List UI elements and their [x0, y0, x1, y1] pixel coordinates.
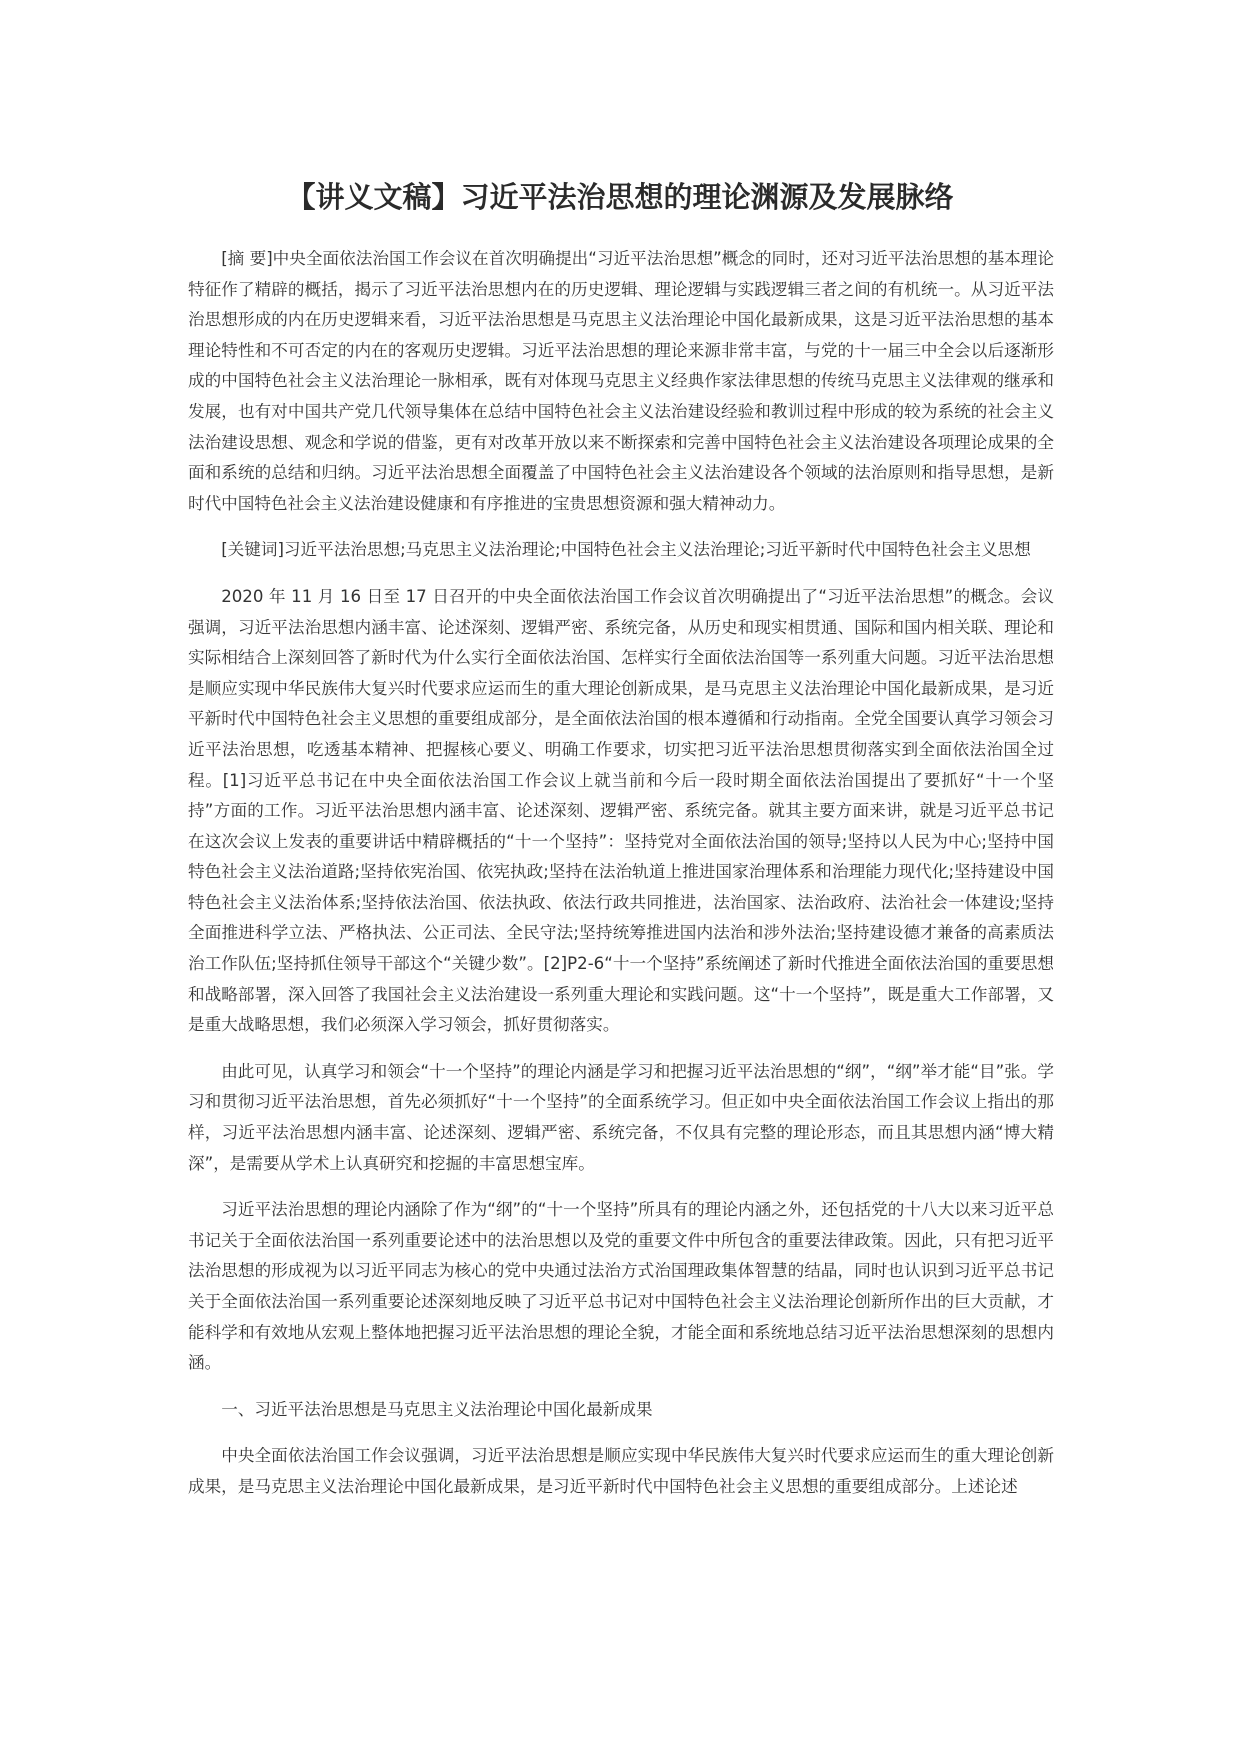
document-body	[188, 244, 1054, 1519]
body-paragraph: 由此可见，认真学习和领会“十一个坚持”的理论内涵是学习和把握习近平法治思想的“纲”，“纲”举才能“目”张。学习和贯彻习近平法治思想，首先必须抓好“十一个坚持”的全面系统学习。但正如中央全面依法治国工作会议上指出的那样，习近平法治思想内涵丰富、论述深刻、逻辑严密、系统完备，不仅具有完整的理论形态，而且其思想内涵“博大精深”，是需要从学术上认真研究和挖掘的丰富思想宝库。	[188, 1061, 1054, 1173]
body-paragraph: 2020 年 11 月 16 日至 17 日召开的中央全面依法治国工作会议首次明确提出了“习近平法治思想”的概念。会议强调，习近平法治思想内涵丰富、论述深刻、逻辑严密、系统完备，从历史和现实相贯通、国际和国内相关联、理论和实际相结合上深刻回答了新时代为什么实行全面依法治国、怎样实行全面依法治国等一系列重大问题。习近平法治思想是顺应实现中华民族伟大复兴时代要求应运而生的重大理论创新成果，是马克思主义法治理论中国化最新成果，是习近平新时代中国特色社会主义思想的重要组成部分，是全面依法治国的根本遵循和行动指南。全党全国要认真学习领会习近平法治思想，吃透基本精神、把握核心要义、明确工作要求，切实把习近平法治思想贯彻落实到全面依法治国全过程。[1]习近平总书记在中央全面依法治国工作会议上就当前和今后一段时期全面依法治国提出了要抓好“十一个坚持”方面的工作。习近平法治思想内涵丰富、论述深刻、逻辑严密、系统完备。就其主要方面来讲，就是习近平总书记在这次会议上发表的重要讲话中精辟概括的“十一个坚持”：坚持党对全面依法治国的领导;坚持以人民为中心;坚持中国特色社会主义法治道路;坚持依宪治国、依宪执政;坚持在法治轨道上推进国家治理体系和治理能力现代化;坚持建设中国特色社会主义法治体系;坚持依法治国、依法执政、依法行政共同推进，法治国家、法治政府、法治社会一体建设;坚持全面推进科学立法、严格执法、公正司法、全民守法;坚持统筹推进国内法治和涉外法治;坚持建设德才兼备的高素质法治工作队伍;坚持抓住领导干部这个“关键少数”。[2]P2-6“十一个坚持”系统阐述了新时代推进全面依法治国的重要思想和战略部署，深入回答了我国社会主义法治建设一系列重大理论和实践问题。这“十一个坚持”，既是重大工作部署，又是重大战略思想，我们必须深入学习领会，抓好贯彻落实。	[188, 586, 1054, 1035]
abstract-paragraph: [摘 要]中央全面依法治国工作会议在首次明确提出“习近平法治思想”概念的同时，还对习近平法治思想的基本理论特征作了精辟的概括，揭示了习近平法治思想内在的历史逻辑、理论逻辑与实践逻辑三者之间的有机统一。从习近平法治思想形成的内在历史逻辑来看，习近平法治思想是马克思主义法治理论中国化最新成果，这是习近平法治思想的基本理论特性和不可否定的内在的客观历史逻辑。习近平法治思想的理论来源非常丰富，与党的十一届三中全会以后逐渐形成的中国特色社会主义法治理论一脉相承，既有对体现马克思主义经典作家法律思想的传统马克思主义法律观的继承和发展，也有对中国共产党几代领导集体在总结中国特色社会主义法治建设经验和教训过程中形成的较为系统的社会主义法治建设思想、观念和学说的借鉴，更有对改革开放以来不断探索和完善中国特色社会主义法治建设各项理论成果的全面和系统的总结和归纳。习近平法治思想全面覆盖了中国特色社会主义法治建设各个领域的法治原则和指导思想，是新时代中国特色社会主义法治建设健康和有序推进的宝贵思想资源和强大精神动力。	[188, 249, 1054, 513]
page-title: 【讲义文稿】习近平法治思想的理论渊源及发展脉络	[286, 180, 954, 214]
keywords-paragraph: [关键词]习近平法治思想;马克思主义法治理论;中国特色社会主义法治理论;习近平新时代中国特色社会主义思想	[221, 540, 1031, 560]
body-paragraph: 习近平法治思想的理论内涵除了作为“纲”的“十一个坚持”所具有的理论内涵之外，还包括党的十八大以来习近平总书记关于全面依法治国一系列重要论述中的法治思想以及党的重要文件中所包含的重要法律政策。因此，只有把习近平法治思想的形成视为以习近平同志为核心的党中央通过法治方式治国理政集体智慧的结晶，同时也认识到习近平总书记关于全面依法治国一系列重要论述深刻地反映了习近平总书记对中国特色社会主义法治理论创新所作出的巨大贡献，才能科学和有效地从宏观上整体地把握习近平法治思想的理论全貌，才能全面和系统地总结习近平法治思想深刻的思想内涵。	[188, 1200, 1054, 1373]
body-paragraph: 中央全面依法治国工作会议强调，习近平法治思想是顺应实现中华民族伟大复兴时代要求应运而生的重大理论创新成果，是马克思主义法治理论中国化最新成果，是习近平新时代中国特色社会主义思想的重要组成部分。上述论述	[188, 1446, 1054, 1496]
section-heading: 一、习近平法治思想是马克思主义法治理论中国化最新成果	[221, 1399, 653, 1419]
